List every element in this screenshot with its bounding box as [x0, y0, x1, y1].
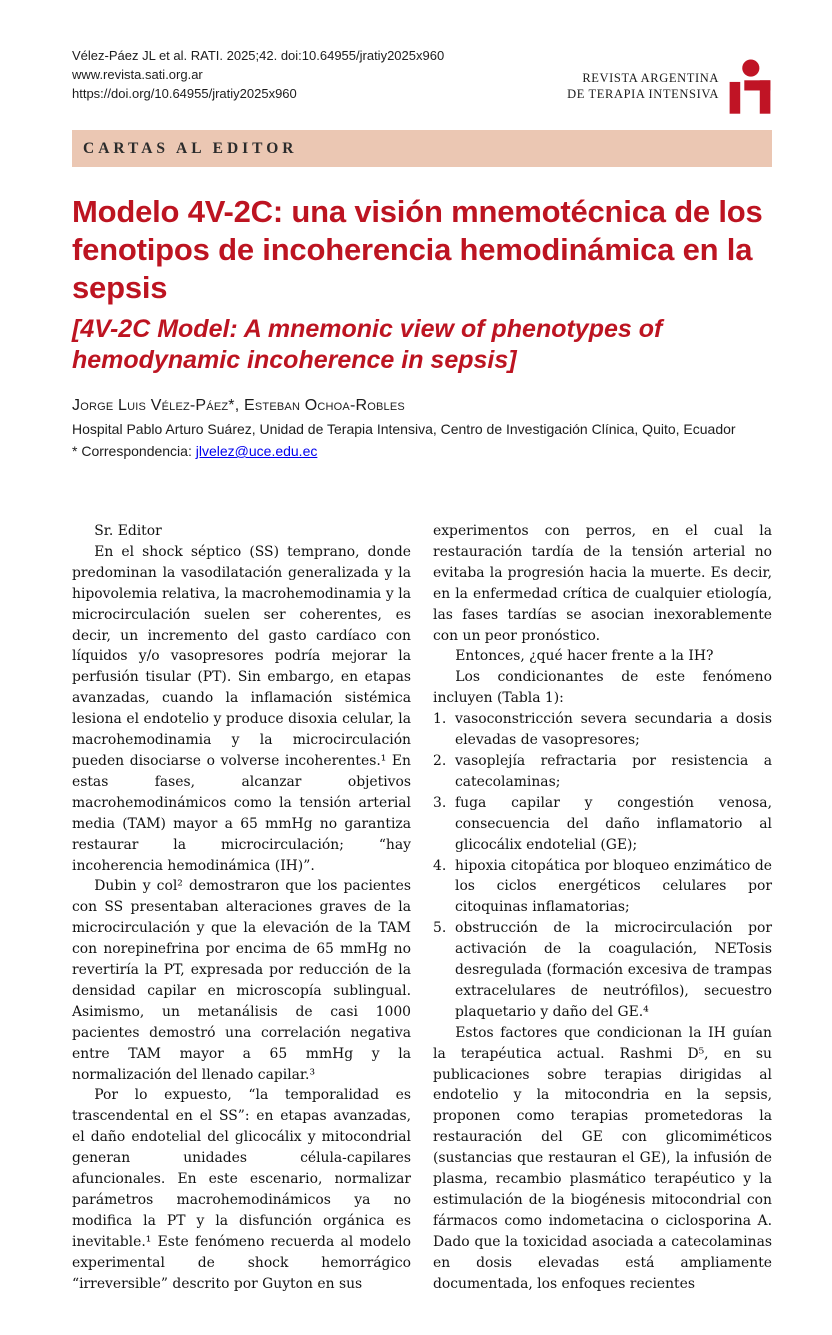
- body-column-left: [72, 521, 411, 1295]
- list-item-number: 1.: [433, 711, 447, 728]
- article-title-english: [4V-2C Model: A mnemonic view of phenotypes of hemodynamic incoherence in sepsis]: [72, 315, 663, 374]
- body-column-right: [433, 521, 772, 1295]
- article-title: Modelo 4V-2C: una visión mnemotécnica de los fenotipos de incoherencia hemodinámica en la sepsis: [72, 194, 763, 305]
- list-item-text: obstrucción de la microcirculación por activación de la coagulación, NETosis desregulada (formación excesiva de trampas extracelulares de neutrófilos), secuestro plaquetario y daño del GE.⁴: [455, 920, 772, 1020]
- list-item-text: fuga capilar y congestión venosa, consecuencia del daño inflamatorio al glicocálix endotelial (GE);: [455, 794, 772, 853]
- journal-identity: [567, 46, 772, 114]
- paragraph: Los condicionantes de este fenómeno incluyen (Tabla 1):: [433, 669, 772, 707]
- authors-line: Jorge Luis Vélez-Páez*, Esteban Ochoa-Robles: [72, 397, 405, 414]
- doi-url[interactable]: https://doi.org/10.64955/jratiy2025x960: [72, 86, 297, 101]
- correspondence-label: * Correspondencia:: [72, 443, 192, 459]
- list-item: [433, 709, 772, 751]
- journal-name-line2: DE TERAPIA INTENSIVA: [567, 87, 719, 101]
- salutation: Sr. Editor: [94, 523, 162, 539]
- paragraph: Estos factores que condicionan la IH guían la terapéutica actual. Rashmi D⁵, en su publicaciones sobre terapias dirigidas al endotelio y la mitocondria en la sepsis, proponen como terapias prometedoras la restauración del GE con glicomiméticos (sustancias que restauran el GE), la infusión de plasma, recambio plasmático terapéutico y la estimulación de la biogénesis mitocondrial con fármacos como indometacina o ciclosporina A. Dado que la toxicidad asociada a catecolaminas en dosis elevadas está ampliamente documentada, los enfoques recientes: [433, 1024, 772, 1292]
- section-banner: [72, 130, 772, 167]
- list-item-text: hipoxia citopática por bloqueo enzimático de los ciclos energéticos celulares por citoquinas inflamatorias;: [455, 857, 772, 916]
- list-item-number: 2.: [433, 752, 447, 769]
- affiliation-line: Hospital Pablo Arturo Suárez, Unidad de Terapia Intensiva, Centro de Investigación Clínica, Quito, Ecuador: [72, 421, 736, 437]
- journal-website-url[interactable]: www.revista.sati.org.ar: [72, 67, 203, 82]
- paragraph: Por lo expuesto, “la temporalidad es trascendental en el SS”: en etapas avanzadas, el daño endotelial del glicocálix y mitocondrial generan unidades célula-capilares afuncionales. En este escenario, normalizar parámetros macrohemodinámicos ya no modifica la PT y la disfunción orgánica es inevitable.¹ Este fenómeno recuerda al modelo experimental de shock hemorrágico “irreversible” descrito por Guyton en sus: [72, 1087, 411, 1292]
- list-item-text: vasoconstricción severa secundaria a dosis elevadas de vasopresores;: [455, 711, 772, 749]
- list-item: [433, 918, 772, 1023]
- list-item-text: vasoplejía refractaria por resistencia a catecolaminas;: [455, 752, 772, 790]
- journal-name: [567, 70, 719, 102]
- paragraph: En el shock séptico (SS) temprano, donde predominan la vasodilatación generalizada y la hipovolemia relativa, la macrohemodinamia y la microcirculación suelen ser coherentes, es decir, un incremento del gasto cardíaco con líquidos y/o vasopresores podría mejorar la perfusión tisular (PT). Sin embargo, en etapas avanzadas, cuando la inflamación sistémica lesiona el endotelio y produce disoxia celular, la macrohemodinamia y la microcirculación pueden disociarse o volverse incoherentes.¹ En estas fases, alcanzar objetivos macrohemodinámicos como la tensión arterial media (TAM) mayor a 65 mmHg no garantiza restaurar la microcirculación; “hay incoherencia hemodinámica (IH)”.: [72, 543, 411, 874]
- list-item: [433, 751, 772, 793]
- correspondence-line: [72, 443, 772, 459]
- paragraph: Dubin y col² demostraron que los pacientes con SS presentaban alteraciones graves de la microcirculación y que la elevación de la TAM con norepinefrina por encima de 65 mmHg no revertiría la PT, expresada por reducción de la densidad capilar en microscopía sublingual. Asimismo, un metanálisis de casi 1000 pacientes demostró una correlación negativa entre TAM mayor a 65 mmHg y la normalización del llenado capilar.³: [72, 878, 411, 1083]
- journal-name-line1: REVISTA ARGENTINA: [582, 71, 719, 85]
- list-item: [433, 793, 772, 856]
- list-item-number: 4.: [433, 857, 447, 874]
- masthead: [72, 46, 772, 114]
- citation-block: [72, 46, 444, 103]
- list-item: [433, 856, 772, 919]
- list-item-number: 5.: [433, 920, 447, 937]
- article-body: [72, 521, 772, 1295]
- citation-line: Vélez-Páez JL et al. RATI. 2025;42. doi:10.64955/jratiy2025x960: [72, 48, 445, 63]
- journal-logo-icon: [728, 58, 772, 114]
- list-item-number: 3.: [433, 794, 447, 811]
- correspondence-email-link[interactable]: jlvelez@uce.edu.ec: [195, 443, 318, 459]
- paragraph: Entonces, ¿qué hacer frente a la IH?: [455, 648, 714, 665]
- section-banner-label: CARTAS AL EDITOR: [83, 139, 298, 157]
- paragraph: experimentos con perros, en el cual la restauración tardía de la tensión arterial no evitaba la progresión hacia la muerte. Es decir, en la enfermedad crítica de cualquier etiología, las fases tardías se asocian inexorablemente con un peor pronóstico.: [433, 523, 772, 644]
